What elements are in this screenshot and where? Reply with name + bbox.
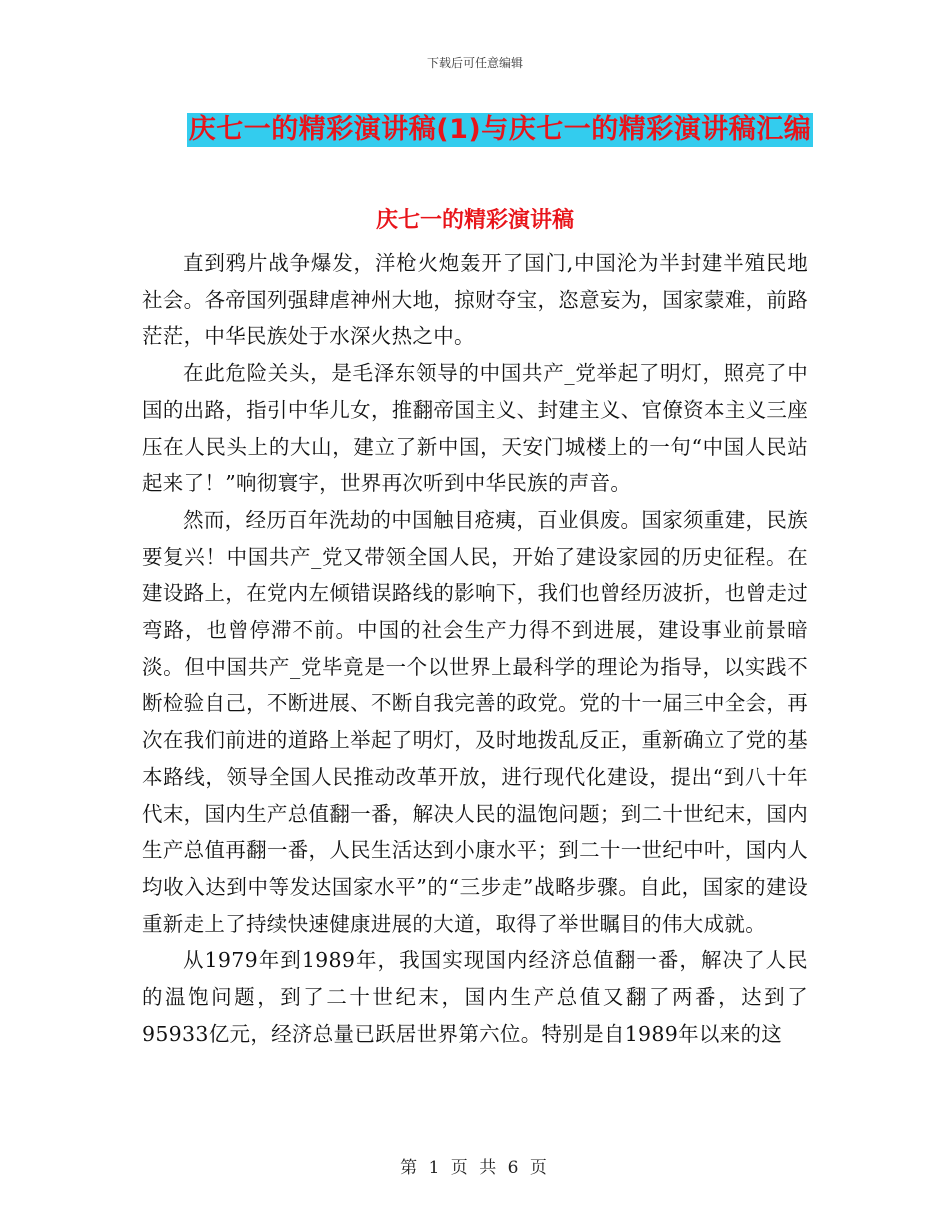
main-title: 庆七一的精彩演讲稿(1)与庆七一的精彩演讲稿汇编 — [188, 114, 812, 145]
paragraph-4: 从1979年到1989年，我国实现国内经济总值翻一番，解决了人民的温饱问题，到了二十世纪末，国内生产总值又翻了两番，达到了95933亿元，经济总量已跃居世界第六位。特别是自1989年以来的这 — [142, 948, 808, 1046]
main-title-container — [0, 113, 950, 147]
paragraph-1: 直到鸦片战争爆发，洋枪火炮轰开了国门,中国沦为半封建半殖民地社会。各帝国列强肆虐神州大地，掠财夺宝，恣意妄为，国家蒙难，前路茫茫，中华民族处于水深火热之中。 — [142, 251, 808, 349]
body-text — [142, 245, 808, 1052]
paragraph-2: 在此危险关头，是毛泽东领导的中国共产_党举起了明灯，照亮了中国的出路，指引中华儿女，推翻帝国主义、封建主义、官僚资本主义三座压在人民头上的大山，建立了新中国，天安门城楼上的一句“中国人民站起来了！”响彻寰宇，世界再次听到中华民族的声音。 — [142, 361, 808, 496]
paragraph-3: 然而，经历百年洗劫的中国触目疮痍，百业俱废。国家须重建，民族要复兴！中国共产_党又带领全国人民，开始了建设家园的历史征程。在建设路上，在党内左倾错误路线的影响下，我们也曾经历波折，也曾走过弯路，也曾停滞不前。中国的社会生产力得不到进展，建设事业前景暗淡。但中国共产_党毕竟是一个以世界上最科学的理论为指导，以实践不断检验自己，不断进展、不断自我完善的政党。党的十一届三中全会，再次在我们前进的道路上举起了明灯，及时地拨乱反正，重新确立了党的基本路线，领导全国人民推动改革开放，进行现代化建设，提出“到八十年代末，国内生产总值翻一番，解决人民的温饱问题；到二十世纪末，国内生产总值再翻一番，人民生活达到小康水平；到二十一世纪中叶，国内人均收入达到中等发达国家水平”的“三步走”战略步骤。自此，国家的建设重新走上了持续快速健康进展的大道，取得了举世瞩目的伟大成就。 — [142, 507, 808, 936]
section-title: 庆七一的精彩演讲稿 — [375, 208, 574, 233]
page-header-note: 下载后可任意编辑 — [426, 56, 523, 70]
page-number: 第 1 页 共 6 页 — [400, 1158, 550, 1178]
